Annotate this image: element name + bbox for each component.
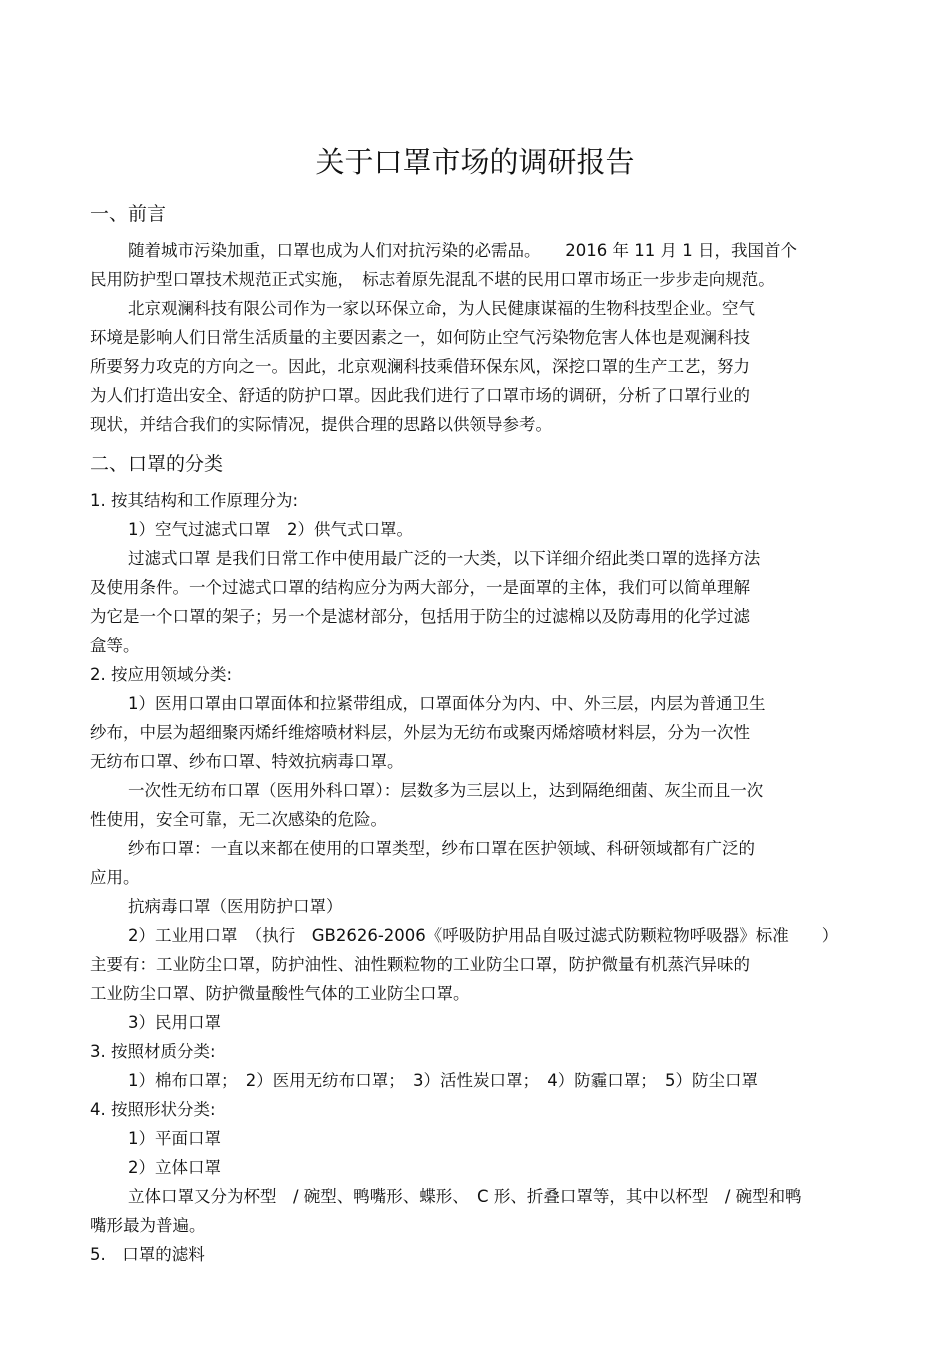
paragraph-line: 无纺布口罩、纱布口罩、特效抗病毒口罩。 [90,752,404,771]
paragraph-line: 1）医用口罩由口罩面体和拉紧带组成，口罩面体分为内、中、外三层，内层为普通卫生 [128,694,766,713]
paragraph-line: 及使用条件。一个过滤式口罩的结构应分为两大部分，一是面罩的主体，我们可以简单理解 [90,578,750,597]
paragraph-line: 现状，并结合我们的实际情况，提供合理的思路以供领导参考。 [90,415,552,434]
paragraph-line: 随着城市污染加重，口罩也成为人们对抗污染的必需品。 2016 年 11 月 1 日，我国首个 [128,241,797,260]
paragraph-line: 2）工业用口罩 （执行 GB2626-2006《呼吸防护用品自吸过滤式防颗粒物呼吸器》标准 ） [128,926,839,945]
paragraph-line: 纱布口罩：一直以来都在使用的口罩类型，纱布口罩在医护领域、科研领域都有广泛的 [128,839,755,858]
paragraph-line: 嘴形最为普遍。 [90,1216,206,1235]
list-item-line: 1）棉布口罩； 2）医用无纺布口罩； 3）活性炭口罩； 4）防霾口罩； 5）防尘口罩 [128,1071,758,1090]
section-heading-classification: 二、口罩的分类 [90,453,224,475]
paragraph-line: 抗病毒口罩（医用防护口罩） [128,897,343,916]
paragraph-line: 为人们打造出安全、舒适的防护口罩。因此我们进行了口罩市场的调研，分析了口罩行业的 [90,386,750,405]
list-item-line: 3）民用口罩 [128,1013,221,1032]
section-heading-preface: 一、前言 [90,203,167,225]
subheading-line: 4. 按照形状分类: [90,1100,216,1119]
paragraph-line: 主要有：工业防尘口罩，防护油性、油性颗粒物的工业防尘口罩，防护微量有机蒸汽异味的 [90,955,750,974]
paragraph-line: 工业防尘口罩、防护微量酸性气体的工业防尘口罩。 [90,984,470,1003]
paragraph-line: 立体口罩又分为杯型 / 碗型、鸭嘴形、蝶形、 C 形、折叠口罩等，其中以杯型 / 碗型和鸭 [128,1187,802,1206]
subheading-line: 5. 口罩的滤料 [90,1245,205,1264]
paragraph-line: 所要努力攻克的方向之一。因此，北京观澜科技乘借环保东风，深挖口罩的生产工艺，努力 [90,357,750,376]
subheading-line: 3. 按照材质分类: [90,1042,216,1061]
paragraph-line: 应用。 [90,868,140,887]
subheading-line: 1. 按其结构和工作原理分为: [90,491,299,510]
paragraph-line: 一次性无纺布口罩（医用外科口罩）：层数多为三层以上，达到隔绝细菌、灰尘而且一次 [128,781,764,800]
paragraph-line: 性使用，安全可靠，无二次感染的危险。 [90,810,387,829]
paragraph-line: 为它是一个口罩的架子；另一个是滤材部分，包括用于防尘的过滤棉以及防毒用的化学过滤 [90,607,750,626]
paragraph-line: 民用防护型口罩技术规范正式实施， 标志着原先混乱不堪的民用口罩市场正一步步走向规范。 [90,270,775,289]
list-item-line: 2）立体口罩 [128,1158,221,1177]
list-item-line: 1）平面口罩 [128,1129,221,1148]
paragraph-line: 北京观澜科技有限公司作为一家以环保立命，为人民健康谋福的生物科技型企业。空气 [128,299,755,318]
paragraph-line: 纱布，中层为超细聚丙烯纤维熔喷材料层，外层为无纺布或聚丙烯熔喷材料层，分为一次性 [90,723,750,742]
paragraph-line: 环境是影响人们日常生活质量的主要因素之一，如何防止空气污染物危害人体也是观澜科技 [90,328,750,347]
paragraph-line: 盒等。 [90,636,140,655]
list-item-line: 1）空气过滤式口罩 2）供气式口罩。 [128,520,413,539]
page-title: 关于口罩市场的调研报告 [315,145,635,179]
paragraph-line: 过滤式口罩 是我们日常工作中使用最广泛的一大类，以下详细介绍此类口罩的选择方法 [128,549,761,568]
subheading-line: 2. 按应用领域分类: [90,665,233,684]
